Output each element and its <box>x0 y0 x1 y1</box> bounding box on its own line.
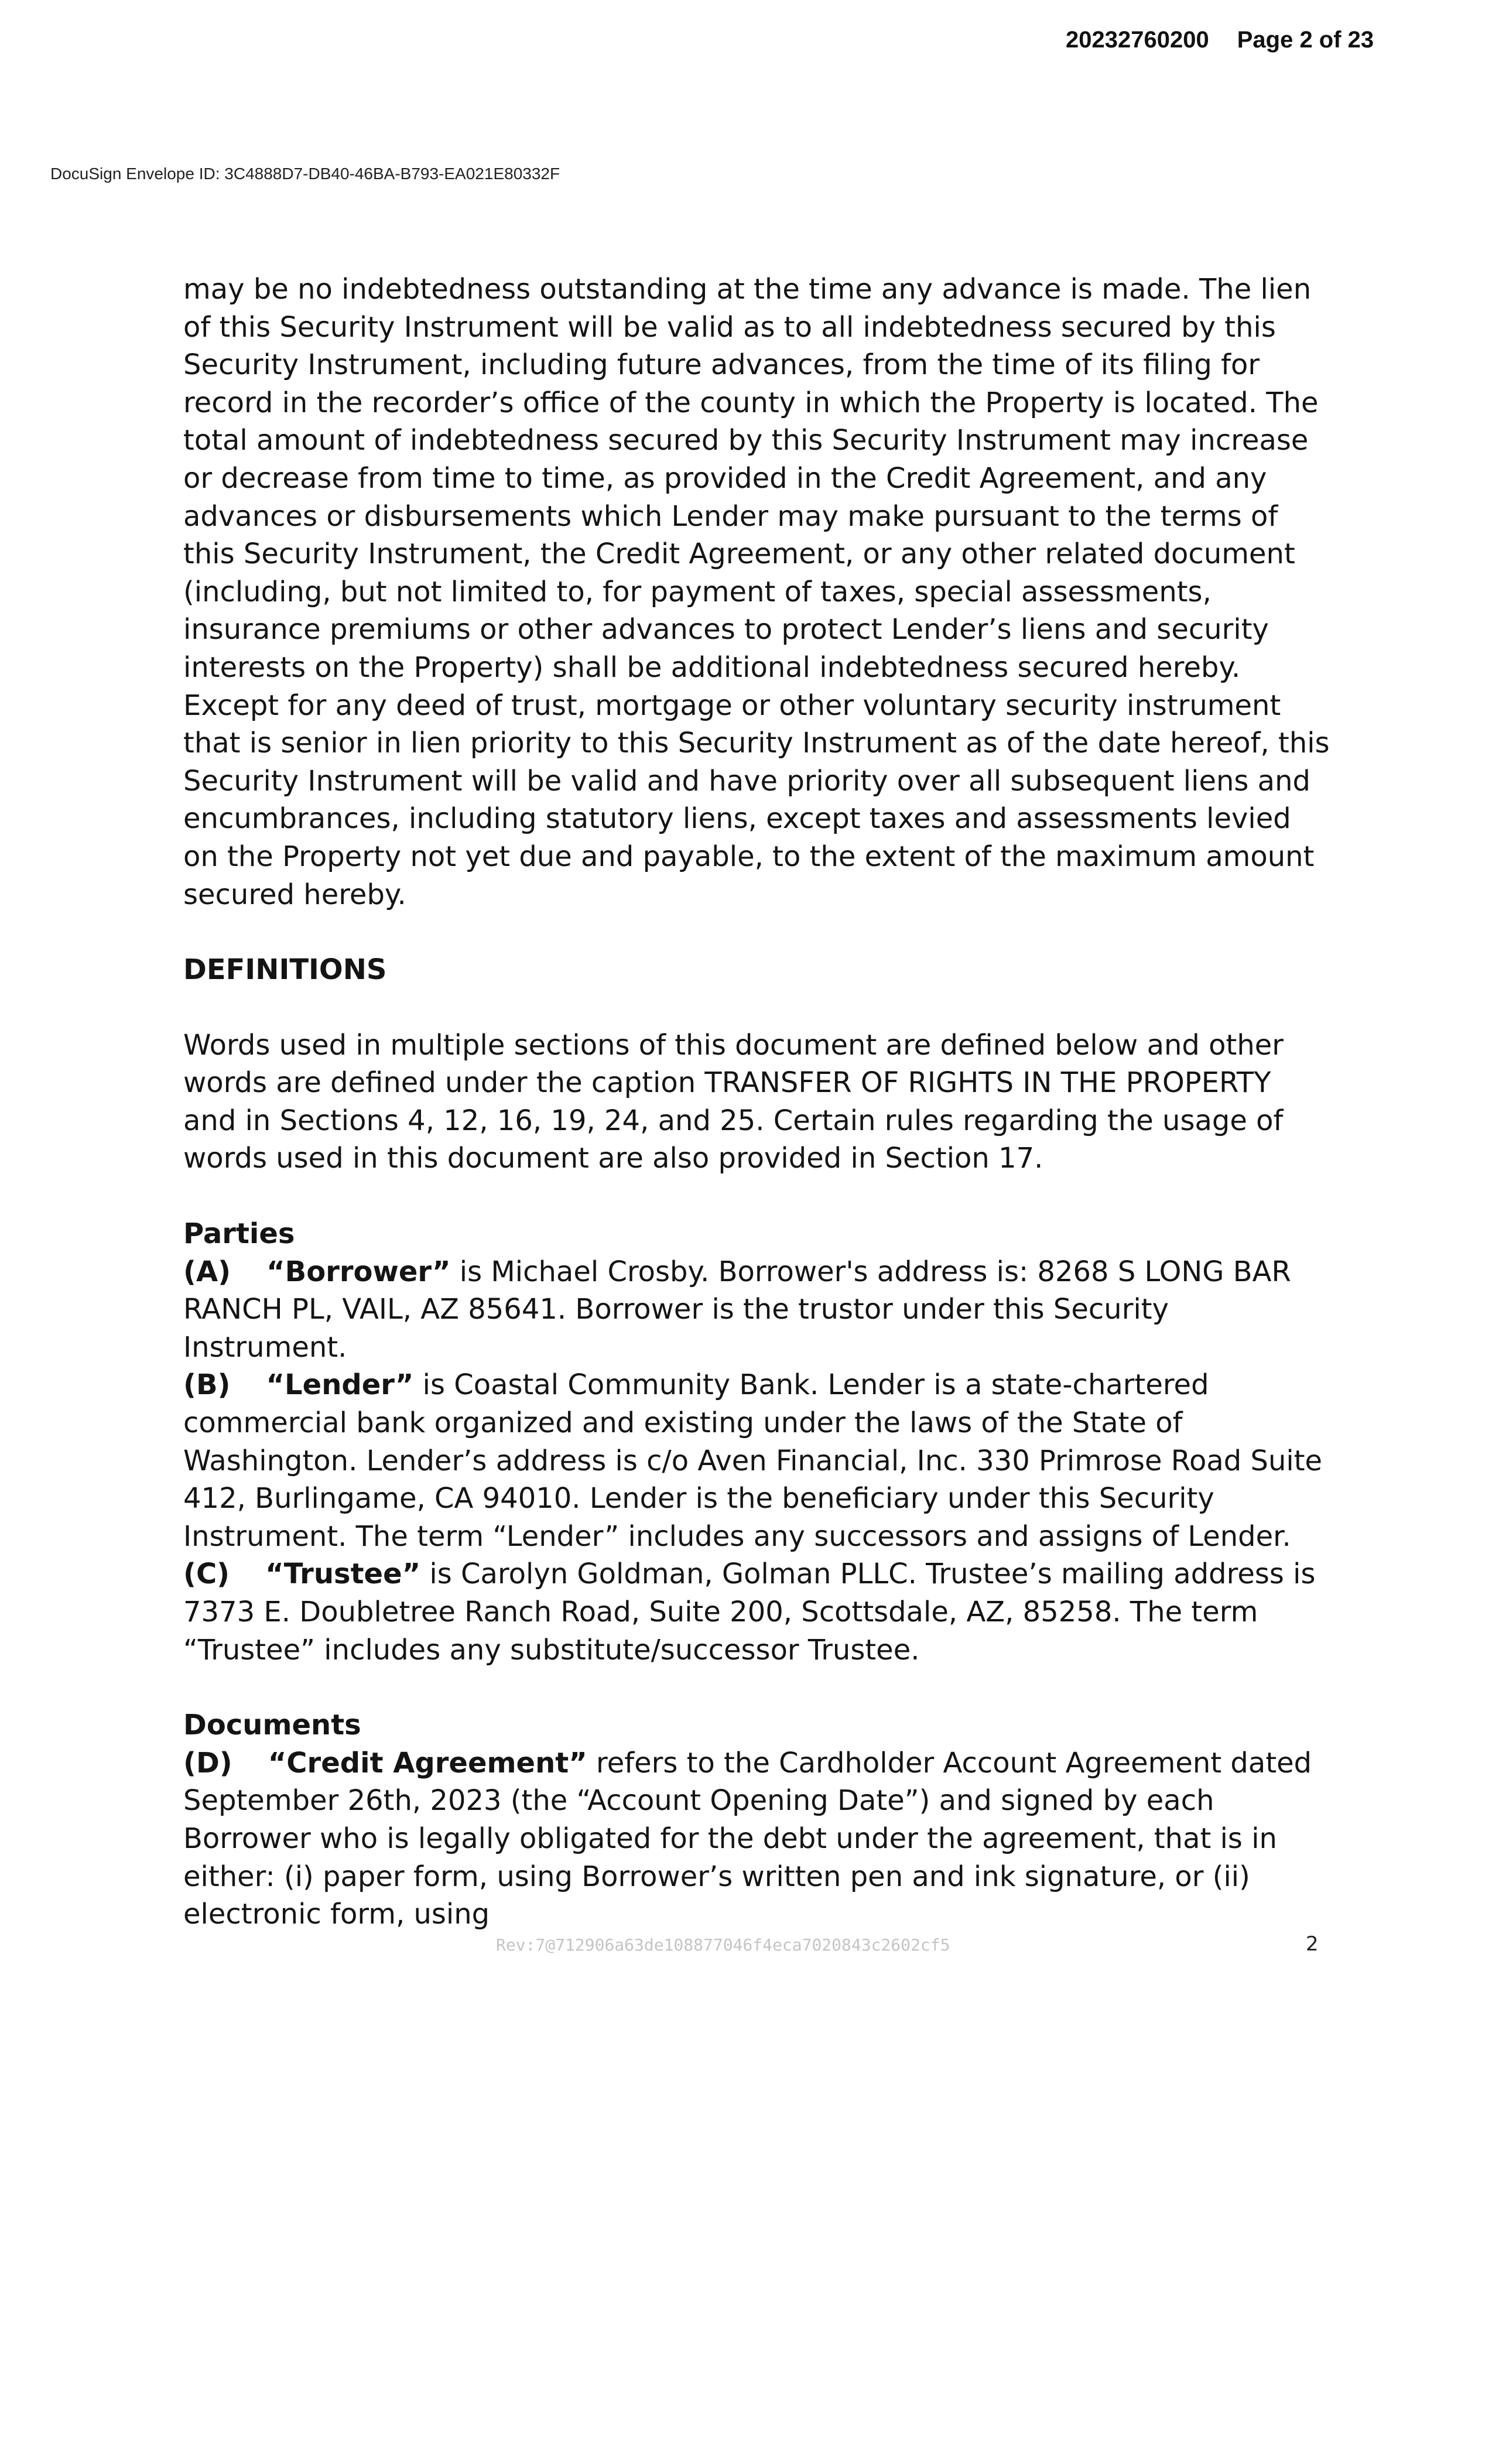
docusign-envelope-id: DocuSign Envelope ID: 3C4888D7-DB40-46BA-B793-EA021E80332F <box>50 165 560 183</box>
document-text: refers to the Cardholder Account Agreement dated September 26th, 2023 (the “Account Opening Date”) and signed by each Borrower who is legally obligated for the debt under the agreement, that is in either: (i) paper form, using Borrower’s written pen and ink signature, or (ii) electronic form, using <box>183 1746 1312 1931</box>
definitions-intro: Words used in multiple sections of this document are defined below and other words are defined under the caption TRANSFER OF RIGHTS IN THE PROPERTY and in Sections 4, 12, 16, 19, 24, and 25. Certain rules regarding the usage of words used in this document are also provided in Section 17. <box>183 1028 1284 1175</box>
document-body <box>183 271 1331 1933</box>
party-label: (C) <box>183 1558 230 1591</box>
document-number: 20232760200 <box>1066 27 1209 53</box>
revision-hash: Rev:7@712906a63de108877046f4eca7020843c2602cf5 <box>496 1935 950 1955</box>
page-label: Page 2 of 23 <box>1237 27 1374 53</box>
defined-term: “Trustee” <box>265 1558 421 1591</box>
defined-term: “Credit Agreement” <box>268 1746 587 1779</box>
document-credit-agreement <box>183 1744 1331 1933</box>
party-label: (A) <box>183 1255 231 1288</box>
documents-heading: Documents <box>183 1709 361 1742</box>
parties-heading: Parties <box>183 1217 295 1251</box>
party-text: is Coastal Community Bank. Lender is a state-chartered commercial bank organized and existing under the laws of the State of Washington. Lender’s address is c/o Aven Financial, Inc. 330 Primrose Road Suite 412, Burlingame, CA 94010. Lender is the beneficiary under this Security Instrument. The term “Lender” includes any successors and assigns of Lender. <box>183 1368 1323 1553</box>
document-label: (D) <box>183 1746 232 1779</box>
definitions-heading: DEFINITIONS <box>183 953 387 987</box>
party-text: is Michael Crosby. Borrower's address is: 8268 S LONG BAR RANCH PL, VAIL, AZ 85641. Borrower is the trustor under this Security Instrument. <box>183 1255 1291 1364</box>
party-trustee <box>183 1555 1331 1669</box>
party-lender <box>183 1366 1331 1555</box>
recording-header <box>1066 27 1417 53</box>
defined-term: “Borrower” <box>266 1255 451 1288</box>
party-borrower <box>183 1253 1331 1367</box>
page-number: 2 <box>1306 1932 1319 1956</box>
party-text: is Carolyn Goldman, Golman PLLC. Trustee’s mailing address is 7373 E. Doubletree Ranch Road, Suite 200, Scottsdale, AZ, 85258. The term “Trustee” includes any substitute/successor Trustee. <box>183 1558 1316 1666</box>
defined-term: “Lender” <box>266 1368 414 1402</box>
party-label: (B) <box>183 1368 231 1402</box>
continuation-paragraph: may be no indebtedness outstanding at the time any advance is made. The lien of this Security Instrument will be valid as to all indebtedness secured by this Security Instrument, including future advances, from the time of its filing for record in the recorder’s office of the county in which the Property is located. The total amount of indebtedness secured by this Security Instrument may increase or decrease from time to time, as provided in the Credit Agreement, and any advances or disbursements which Lender may make pursuant to the terms of this Security Instrument, the Credit Agreement, or any other related document (including, but not limited to, for payment of taxes, special assessments, insurance premiums or other advances to protect Lender’s liens and security interests on the Property) shall be additional indebtedness secured hereby. Except for any deed of trust, mortgage or other voluntary security instrument that is senior in lien priority to this Security Instrument as of the date hereof, this Security Instrument will be valid and have priority over all subsequent liens and encumbrances, including statutory liens, except taxes and assessments levied on the Property not yet due and payable, to the extent of the maximum amount secured hereby. <box>183 273 1330 911</box>
